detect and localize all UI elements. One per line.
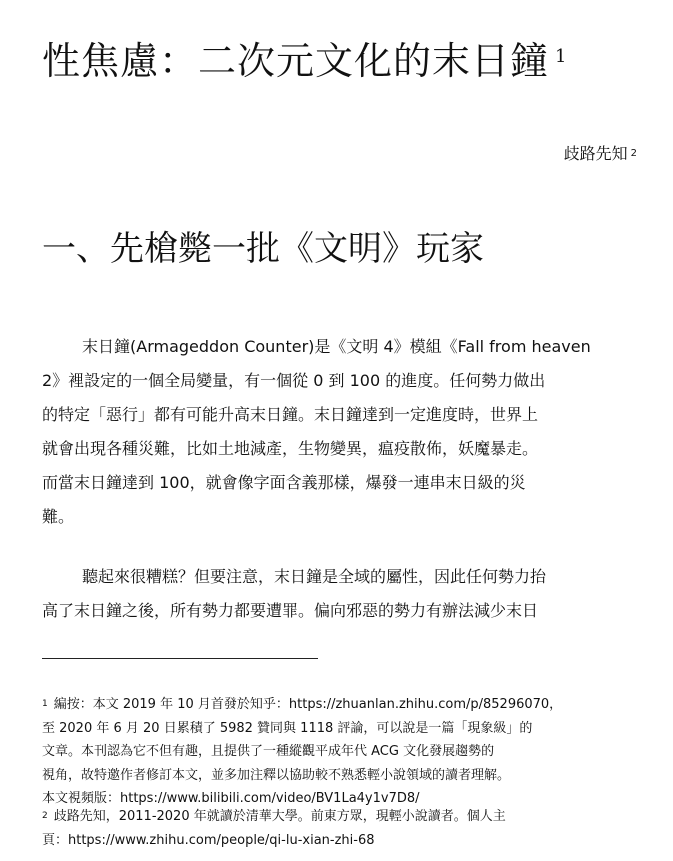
document-title [42,36,662,86]
footnote-number: 2 [42,811,48,821]
paragraph-line: 而當末日鐘達到 100，就會像字面含義那樣，爆發一連串末日級的災 [42,473,526,492]
footnote-divider [42,658,318,659]
footnote-line: 本文視頻版：https://www.bilibili.com/video/BV1La4y1v7D8/ [42,791,420,806]
title-footnote-ref[interactable]: 1 [555,46,568,67]
author-footnote-ref[interactable]: 2 [630,148,637,159]
paragraph-2 [42,560,638,628]
footnote-line [42,693,638,717]
footnote-number: 1 [42,699,48,709]
section-heading: 一、先槍斃一批《文明》玩家 [42,229,484,269]
footnote-line: 文章。本刊認為它不但有趣，且提供了一種縱觀平成年代 ACG 文化發展趨勢的 [42,744,495,759]
footnote-line: 頁：https://www.zhihu.com/people/qi-lu-xian-zhi-68 [42,832,375,848]
footnote-line: 視角，故特邀作者修訂本文，並多加注釋以協助較不熟悉輕小說領域的讀者理解。 [42,767,511,783]
paragraph-line: 聽起來很糟糕？但要注意，末日鐘是全域的屬性，因此任何勢力抬 [82,567,547,586]
author-line [564,143,637,165]
paragraph-line: 高了末日鐘之後，所有勢力都要遭罪。偏向邪惡的勢力有辦法減少末日 [42,601,539,620]
paragraph-line: 2》裡設定的一個全局變量，有一個從 0 到 100 的進度。任何勢力做出 [42,371,546,390]
footnote-text: 編按：本文 2019 年 10 月首發於知乎：https://zhuanlan.zhihu.com/p/85296070， [53,697,563,712]
footnote-1 [42,693,638,811]
paragraph-1 [42,330,638,534]
footnote-text: 歧路先知，2011-2020 年就讀於清華大學。前東方眾，現輕小說讀者。個人主 [53,809,506,824]
title-text: 性焦慮：二次元文化的末日鐘 [42,39,550,83]
author-name: 歧路先知 [563,144,628,163]
footnote-line [42,805,638,829]
paragraph-line: 的特定「惡行」都有可能升高末日鐘。末日鐘達到一定進度時，世界上 [42,405,539,424]
paragraph-line: 難。 [42,507,75,526]
paragraph-line: 就會出現各種災難，比如土地減產，生物變異，瘟疫散佈，妖魔暴走。 [42,439,539,458]
paragraph-line: 末日鐘(Armageddon Counter)是《文明 4》模組《Fall from heaven [82,337,591,356]
footnote-2 [42,805,638,852]
footnote-line: 至 2020 年 6 月 20 日累積了 5982 贊同與 1118 評論，可以說是一篇「現象級」的 [42,720,533,736]
